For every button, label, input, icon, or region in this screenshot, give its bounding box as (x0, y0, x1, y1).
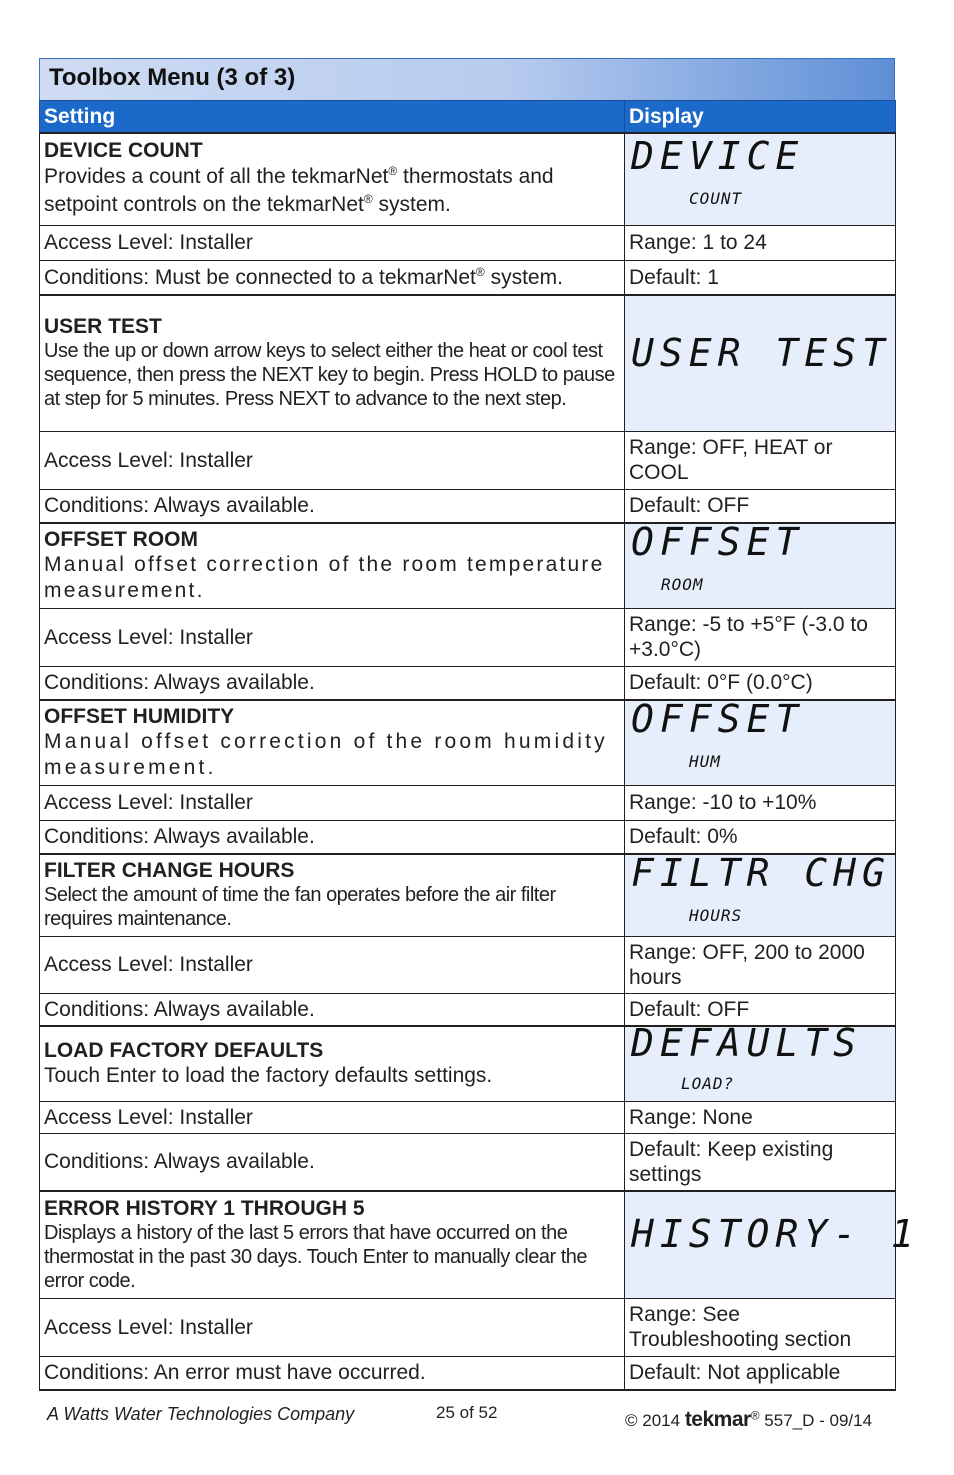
setting-cell (40, 133, 625, 225)
range-value: Range: -10 to +10% (625, 785, 896, 820)
setting-cell (40, 1191, 625, 1298)
setting-name: OFFSET HUMIDITY (44, 704, 235, 728)
default-value: Default: 0°F (0.0°C) (625, 666, 896, 700)
setting-name: USER TEST (44, 315, 162, 339)
footer-company: A Watts Water Technologies Company (47, 1404, 355, 1424)
setting-cell (40, 523, 625, 608)
registered-mark: ® (363, 192, 373, 207)
conditions-text: Conditions: Always available. (40, 1133, 625, 1191)
lcd-sub-text: COUNT (689, 189, 743, 208)
toolbox-menu-table-wrap (39, 58, 920, 1391)
setting-column-header: Setting (40, 101, 625, 134)
default-value: Default: OFF (625, 993, 896, 1026)
setting-name: OFFSET ROOM (44, 527, 198, 551)
conditions-text: Conditions: Always available. (40, 820, 625, 854)
conditions-text: Conditions: Always available. (40, 489, 625, 523)
conditions-text: Conditions: Always available. (40, 666, 625, 700)
conditions-row (40, 489, 896, 523)
setting-cell (40, 1026, 625, 1101)
setting-description: Manual offset correction of the room temperature measurement. (44, 552, 605, 602)
access-row (40, 936, 896, 993)
access-row (40, 608, 896, 666)
conditions-text-part: system. (484, 265, 563, 289)
setting-description: Displays a history of the last 5 errors that have occurred on the thermostat in the past 30 days. Touch Enter to manually clear the error code. (44, 1221, 588, 1292)
setting-cell (40, 295, 625, 431)
display-column-header: Display (625, 101, 896, 134)
header-row (40, 101, 896, 134)
setting-name: ERROR HISTORY 1 THROUGH 5 (44, 1196, 365, 1220)
range-value: Range: -5 to +5°F (-3.0 to +3.0°C) (625, 608, 896, 666)
range-value: Range: See Troubleshooting section (625, 1298, 896, 1356)
conditions-row (40, 666, 896, 700)
desc-text: system. (372, 193, 451, 217)
lcd-display-cell (625, 1021, 896, 1101)
conditions-row (40, 1133, 896, 1191)
setting-description: Manual offset correction of the room humidity measurement. (44, 729, 608, 779)
access-row (40, 431, 896, 489)
lcd-main-text: USER TEST (631, 331, 891, 375)
access-level: Access Level: Installer (40, 785, 625, 820)
document-code: 557_D - 09/14 (764, 1411, 873, 1430)
range-value: Range: None (625, 1101, 896, 1133)
setting-name: FILTER CHANGE HOURS (44, 859, 295, 883)
conditions-row (40, 820, 896, 854)
lcd-main-text: FILTR CHG (631, 851, 891, 895)
access-level: Access Level: Installer (40, 608, 625, 666)
footer-page-number: 25 of 52 (436, 1403, 498, 1422)
lcd-sub-text: ROOM (661, 575, 704, 594)
lcd-sub-text: LOAD? (681, 1074, 735, 1093)
default-value: Default: Not applicable (625, 1356, 896, 1390)
copyright-text: © 2014 (625, 1411, 681, 1430)
access-row (40, 785, 896, 820)
range-value: Range: 1 to 24 (625, 225, 896, 260)
desc-text: Provides a count of all the tekmarNet (44, 165, 389, 189)
lcd-display-cell (625, 133, 896, 225)
access-level: Access Level: Installer (40, 225, 625, 260)
setting-description (44, 163, 620, 219)
lcd-sub-text: HOURS (689, 906, 743, 925)
lcd-main-text: DEVICE (631, 134, 805, 178)
lcd-main-text: OFFSET (631, 520, 805, 564)
default-value: Default: 1 (625, 260, 896, 295)
access-row (40, 1298, 896, 1356)
conditions-text (40, 260, 625, 295)
settings-table (39, 100, 920, 1391)
registered-mark: ® (475, 264, 485, 279)
lcd-display-cell (625, 295, 896, 431)
lcd-display-cell (625, 697, 896, 785)
footer-copyright-block (625, 1408, 872, 1432)
logo-registered-mark: ® (750, 1408, 760, 1423)
setting-row-filter-change-hours (40, 854, 896, 936)
setting-row-user-test (40, 295, 896, 431)
default-value: Default: OFF (625, 489, 896, 523)
setting-row-offset-room (40, 523, 896, 608)
range-value: Range: OFF, 200 to 2000 hours (625, 936, 896, 993)
access-row (40, 225, 896, 260)
lcd-main-text: OFFSET (631, 697, 805, 741)
lcd-display-cell (625, 1191, 920, 1298)
setting-cell (40, 854, 625, 936)
access-level: Access Level: Installer (40, 1101, 625, 1133)
tekmar-logo: tekmar (684, 1408, 751, 1431)
table-title-bar (39, 58, 895, 100)
desc-text: thermostats and setpoint controls on the tekmarNet (44, 165, 554, 217)
table-title: Toolbox Menu (3 of 3) (49, 64, 296, 91)
conditions-row (40, 1356, 896, 1390)
registered-mark: ® (388, 164, 398, 179)
setting-name: LOAD FACTORY DEFAULTS (44, 1038, 324, 1062)
setting-row-device-count (40, 133, 896, 225)
default-value: Default: 0% (625, 820, 896, 854)
conditions-text-part: Conditions: Must be connected to a tekmarNet (44, 265, 476, 289)
lcd-main-text: HISTORY- 1 (631, 1212, 920, 1256)
conditions-text: Conditions: Always available. (40, 993, 625, 1026)
default-value: Default: Keep existing settings (625, 1133, 896, 1191)
setting-cell (40, 700, 625, 785)
conditions-text: Conditions: An error must have occurred. (40, 1356, 625, 1390)
access-level: Access Level: Installer (40, 936, 625, 993)
access-row (40, 1101, 896, 1133)
lcd-sub-text: HUM (689, 752, 721, 771)
range-value: Range: OFF, HEAT or COOL (625, 431, 896, 489)
setting-row-offset-humidity (40, 700, 896, 785)
setting-description: Touch Enter to load the factory defaults settings. (44, 1063, 493, 1087)
conditions-row (40, 260, 896, 295)
lcd-main-text: DEFAULTS (631, 1021, 863, 1065)
setting-name: DEVICE COUNT (44, 139, 203, 163)
setting-description: Select the amount of time the fan operates before the air filter requires maintenance. (44, 884, 556, 931)
setting-description: Use the up or down arrow keys to select either the heat or cool test sequence, then press the NEXT key to begin. Press HOLD to pause at step for 5 minutes. Press NEXT to advance to the next step. (44, 340, 615, 411)
access-level: Access Level: Installer (40, 431, 625, 489)
access-level: Access Level: Installer (40, 1298, 625, 1356)
lcd-display-cell (625, 851, 896, 936)
setting-row-load-factory-defaults (40, 1026, 896, 1101)
lcd-display-cell (625, 520, 896, 608)
setting-row-error-history (40, 1191, 896, 1298)
